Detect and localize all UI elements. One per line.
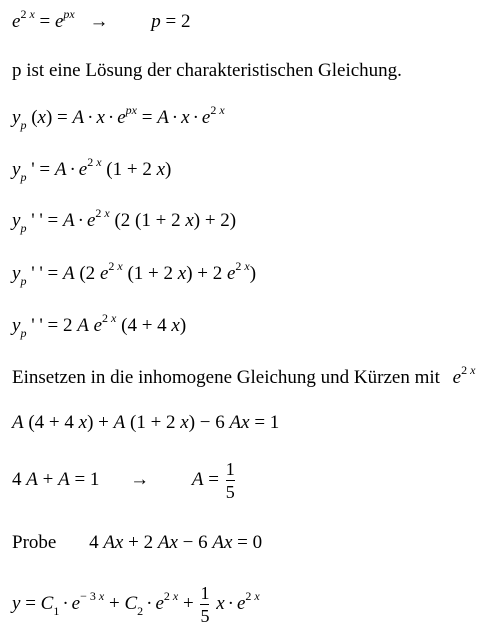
equation-solve-a: 4 A + A = 1 → A = $\frac{1}{5}$ bbox=[12, 459, 235, 502]
text-characteristic-solution: p ist eine Lösung der charakteristischen Gleichung. bbox=[12, 60, 402, 81]
equation-yp-second-derivative-a: $y_p$ ' ' = $A \cdot e^{2 x}$ (2 (1 + 2 x) + 2) bbox=[12, 206, 237, 235]
arrow-right-icon: → bbox=[89, 11, 109, 32]
equation-yp-second-derivative-b: $y_p$ ' ' = A (2 $e^{2 x}$ (1 + 2 x) + 2 $e^{2 x}$) bbox=[12, 259, 257, 288]
equation-probe: Probe 4 Ax + 2 Ax − 6 Ax = 0 bbox=[12, 532, 263, 553]
equation-yp-ansatz: $y_p$ $(x) = A \cdot x \cdot e^{px} = A \cdot x \cdot e^{2 x}$ bbox=[12, 103, 225, 132]
equation-exponent-comparison: $e^{2 x} = e^{px} \to p = 2$ bbox=[12, 7, 191, 32]
equation-yp-second-derivative-c: $y_p$ ' ' = 2 A $e^{2 x}$ (4 + 4 x) bbox=[12, 311, 187, 340]
arrow-right-icon: → bbox=[130, 468, 150, 490]
equation-general-solution: $y = C_1 \cdot e^{- 3 x} + C_2 \cdot e^{2 x}$ + $\frac{1}{5}$ $x \cdot e^{2 x}$ bbox=[12, 583, 260, 626]
text-substitution: Einsetzen in die inhomogene Gleichung und Kürzen mit $e^{2 x}$ bbox=[12, 363, 476, 388]
equation-yp-first-derivative: $y_p$ ' = $A \cdot e^{2 x}$ (1 + 2 x) bbox=[12, 155, 172, 184]
fraction-one-fifth: $\frac{1}{5}$ bbox=[200, 583, 210, 626]
equation-substituted: A (4 + 4 x) + A (1 + 2 x) − 6 Ax = 1 bbox=[12, 412, 280, 433]
fraction-one-fifth: $\frac{1}{5}$ bbox=[225, 459, 235, 502]
